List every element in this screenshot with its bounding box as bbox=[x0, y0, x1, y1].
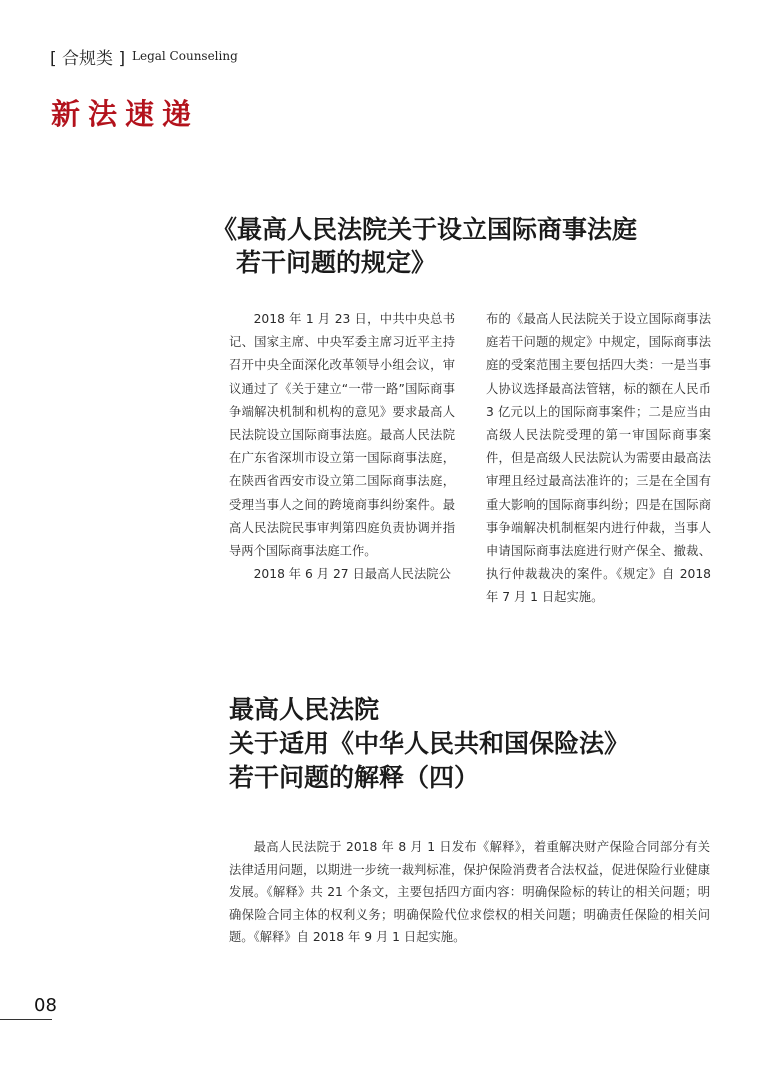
article2-title-line3: 若干问题的解释（四） bbox=[229, 763, 480, 792]
article1-paragraph-2-continued: 布的《最高人民法院关于设立国际商事法庭若干问题的规定》中规定，国际商事法庭的受案范围主要包括四大类：一是当事人协议选择最高法管辖，标的额在人民币 3 亿元以上的国际商事案件；二是应当由高级人民法院受理的第一审国际商事案件，但是高级人民法院认为需要由最高法审理且经过最高法准许的；三是在全国有重大影响的国际商事纠纷；四是在国际商事争端解决机制框架内进行仲裁，当事人申请国际商事法庭进行财产保全、撤裁、执行仲裁裁决的案件。《规定》自 2018 年 7 月 1 日起实施。 bbox=[486, 312, 711, 605]
page-number-rule bbox=[0, 1019, 52, 1020]
section-title: 新法速递 bbox=[51, 97, 200, 131]
article1-title-line2: 若干问题的规定》 bbox=[236, 248, 437, 277]
article1-paragraph-2: 2018 年 6 月 27 日最高人民法院公 bbox=[253, 567, 451, 582]
article1-paragraph-1: 2018 年 1 月 23 日，中共中央总书记、国家主席、中央军委主席习近平主持召开中央全面深化改革领导小组会议，审议通过了《关于建立“一带一路”国际商事争端解决机制和机构的意见》要求最高人民法院设立国际商事法庭。最高人民法院在广东省深圳市设立第一国际商事法庭，在陕西省西安市设立第二国际商事法庭，受理当事人之间的跨境商事纠纷案件。最高人民法院民事审判第四庭负责协调并指导两个国际商事法庭工作。 bbox=[229, 312, 455, 559]
article2-title-line1: 最高人民法院 bbox=[229, 695, 380, 724]
article1-title-line1: 《最高人民法院关于设立国际商事法庭 bbox=[212, 215, 638, 244]
article1-right-column bbox=[486, 308, 711, 610]
category-label: [ 合规类 ] bbox=[50, 49, 126, 69]
article2-title-line2: 关于适用《中华人民共和国保险法》 bbox=[229, 729, 630, 758]
article2-body bbox=[229, 836, 710, 949]
page-number: 08 bbox=[34, 995, 57, 1016]
article2-paragraph: 最高人民法院于 2018 年 8 月 1 日发布《解释》，着重解决财产保险合同部分有关法律适用问题，以期进一步统一裁判标准，保护保险消费者合法权益，促进保险行业健康发展。《解释》共 21 个条文，主要包括四方面内容：明确保险标的转让的相关问题；明确保险合同主体的权利义务；明确保险代位求偿权的相关问题；明确责任保险的相关问题。《解释》自 2018 年 9 月 1 日起实施。 bbox=[229, 840, 710, 944]
category-english-label: Legal Counseling bbox=[132, 49, 238, 63]
article1-left-column bbox=[229, 308, 455, 586]
